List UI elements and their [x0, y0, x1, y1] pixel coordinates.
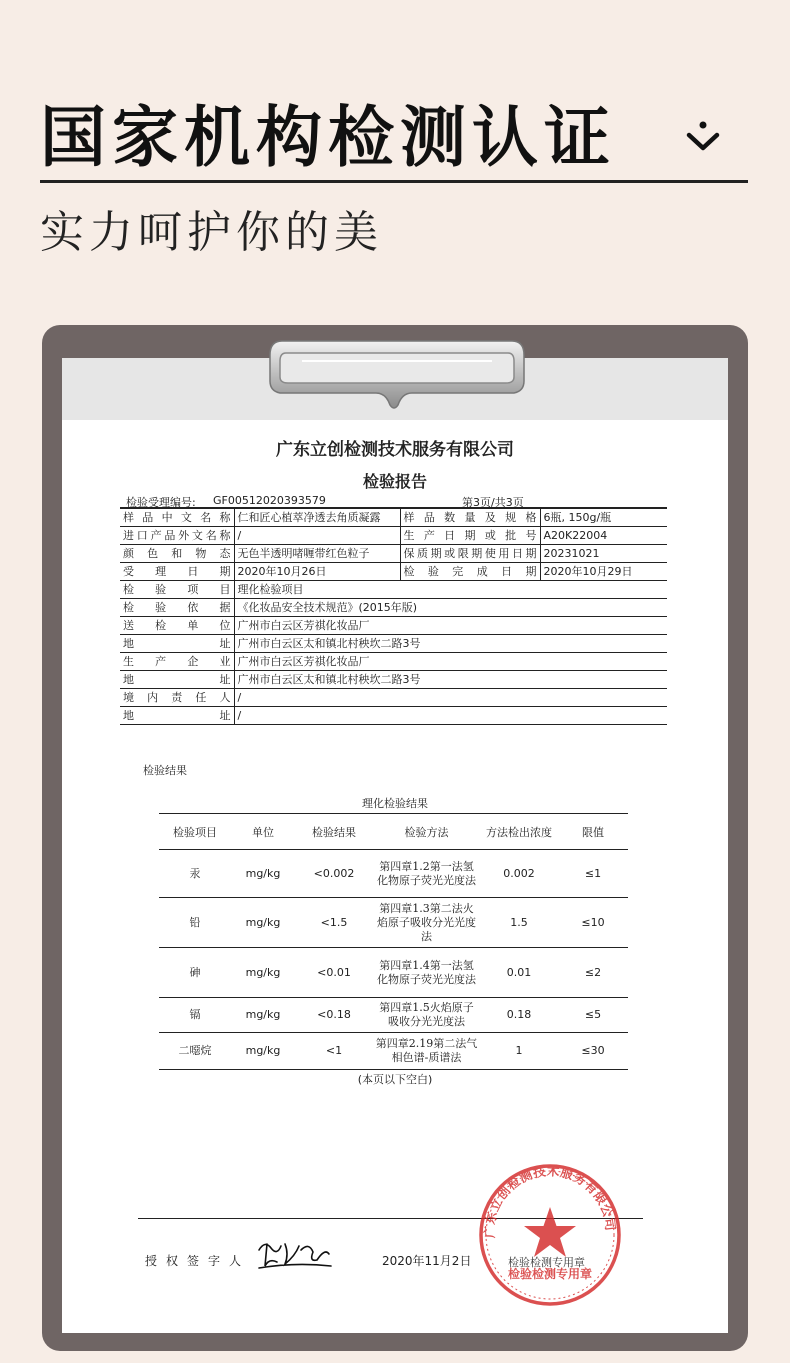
blank-page-note: (本页以下空白): [357, 1073, 433, 1086]
sample-info-table: [120, 507, 667, 725]
info-label: 保质期或限期使用日期: [400, 545, 540, 563]
table-row: [159, 850, 628, 898]
limit-cell: ≤10: [558, 898, 628, 948]
stamp-arc-text: 广东立创检测技术服务有限公司: [481, 1163, 619, 1239]
info-label: 地址: [123, 709, 231, 722]
column-header: 方法检出浓度: [480, 814, 558, 850]
info-row: [120, 599, 667, 617]
results-table-title: 理化检验结果: [362, 797, 428, 810]
unit-cell: mg/kg: [231, 1033, 295, 1070]
method-cell: 第四章1.2第一法氢化物原子荧光光度法: [373, 850, 480, 898]
result-cell: <0.002: [295, 850, 373, 898]
info-label: 受理日期: [123, 565, 231, 578]
limit-cell: ≤1: [558, 850, 628, 898]
info-value: 仁和匠心植萃净透去角质凝露: [234, 508, 400, 527]
info-row: [120, 689, 667, 707]
info-value: /: [234, 527, 400, 545]
result-cell: <0.01: [295, 948, 373, 998]
result-cell: <0.18: [295, 998, 373, 1033]
info-value: /: [234, 689, 667, 707]
result-cell: <1: [295, 1033, 373, 1070]
unit-cell: mg/kg: [231, 850, 295, 898]
accept-number-label: 检验受理编号:: [126, 496, 196, 509]
method-cell: 第四章1.3第二法火焰原子吸收分光光度法: [373, 898, 480, 948]
info-value: 2020年10月29日: [540, 563, 667, 581]
item-cell: 汞: [159, 850, 231, 898]
table-row: [159, 948, 628, 998]
page-info: 第3页/共3页: [462, 496, 524, 509]
info-label: 颜色和物态: [123, 547, 231, 560]
detection-cell: 1: [480, 1033, 558, 1070]
info-label: 送检单位: [123, 619, 231, 632]
item-cell: 镉: [159, 998, 231, 1033]
page-subheadline: 实力呵护你的美: [40, 207, 383, 258]
column-header: 限值: [558, 814, 628, 850]
info-label: 地址: [123, 637, 231, 650]
column-header: 单位: [231, 814, 295, 850]
info-value: 理化检验项目: [234, 581, 667, 599]
report-organization: 广东立创检测技术服务有限公司: [276, 440, 514, 460]
info-row: [120, 671, 667, 689]
detection-cell: 0.002: [480, 850, 558, 898]
info-row: [120, 545, 667, 563]
signer-label: 授权签字人: [145, 1254, 251, 1268]
stamp-subtext: 检验检测专用章: [507, 1267, 593, 1281]
detection-cell: 0.01: [480, 948, 558, 998]
info-value: 广州市白云区芳祺化妆品厂: [234, 617, 667, 635]
info-row: [120, 617, 667, 635]
limit-cell: ≤2: [558, 948, 628, 998]
chevron-down-icon: [686, 120, 720, 154]
results-header-row: [159, 814, 628, 850]
info-label: 境内责任人: [123, 691, 231, 704]
item-cell: 铅: [159, 898, 231, 948]
info-label: 样品数量及规格: [400, 508, 540, 527]
table-row: [159, 898, 628, 948]
column-header: 检验结果: [295, 814, 373, 850]
unit-cell: mg/kg: [231, 898, 295, 948]
info-value: A20K22004: [540, 527, 667, 545]
info-row: [120, 527, 667, 545]
info-row: [120, 653, 667, 671]
info-value: 6瓶, 150g/瓶: [540, 508, 667, 527]
item-cell: 二噁烷: [159, 1033, 231, 1070]
detection-cell: 1.5: [480, 898, 558, 948]
method-cell: 第四章1.4第一法氢化物原子荧光光度法: [373, 948, 480, 998]
limit-cell: ≤5: [558, 998, 628, 1033]
official-seal-stamp: [475, 1160, 625, 1310]
table-row: [159, 1033, 628, 1070]
info-row: [120, 635, 667, 653]
stamp-caption: 检验检测专用章: [508, 1256, 585, 1269]
info-label: 检验完成日期: [400, 563, 540, 581]
info-value: 广州市白云区太和镇北村秧坎二路3号: [234, 635, 667, 653]
info-value: 广州市白云区芳祺化妆品厂: [234, 653, 667, 671]
info-row: [120, 508, 667, 527]
info-label: 进口产品外文名称: [123, 529, 231, 542]
headline-divider: [40, 180, 748, 183]
info-value: 2020年10月26日: [234, 563, 400, 581]
clipboard-clip-icon: [262, 333, 532, 413]
info-value: 20231021: [540, 545, 667, 563]
info-value: 广州市白云区太和镇北村秧坎二路3号: [234, 671, 667, 689]
page-headline: 国家机构检测认证: [40, 99, 616, 176]
info-label: 生产企业: [123, 655, 231, 668]
sign-date: 2020年11月2日: [382, 1254, 472, 1268]
handwritten-signature: [255, 1236, 333, 1272]
info-value: 《化妆品安全技术规范》(2015年版): [234, 599, 667, 617]
info-row: [120, 563, 667, 581]
item-cell: 砷: [159, 948, 231, 998]
info-value: 无色半透明啫喱带红色粒子: [234, 545, 400, 563]
info-row: [120, 581, 667, 599]
method-cell: 第四章2.19第二法气相色谱-质谱法: [373, 1033, 480, 1070]
info-label: 检验依据: [123, 601, 231, 614]
info-label: 地址: [123, 673, 231, 686]
results-caption: 检验结果: [143, 764, 187, 777]
detection-cell: 0.18: [480, 998, 558, 1033]
result-cell: <1.5: [295, 898, 373, 948]
limit-cell: ≤30: [558, 1033, 628, 1070]
unit-cell: mg/kg: [231, 948, 295, 998]
table-row: [159, 998, 628, 1033]
results-table: [159, 813, 628, 1070]
column-header: 检验项目: [159, 814, 231, 850]
info-label: 样品中文名称: [123, 511, 231, 524]
info-label: 检验项目: [123, 583, 231, 596]
method-cell: 第四章1.5火焰原子吸收分光光度法: [373, 998, 480, 1033]
info-row: [120, 707, 667, 725]
unit-cell: mg/kg: [231, 998, 295, 1033]
info-label: 生产日期或批号: [400, 527, 540, 545]
column-header: 检验方法: [373, 814, 480, 850]
info-value: /: [234, 707, 667, 725]
report-title: 检验报告: [362, 472, 427, 491]
accept-number: GF00512020393579: [213, 494, 326, 507]
